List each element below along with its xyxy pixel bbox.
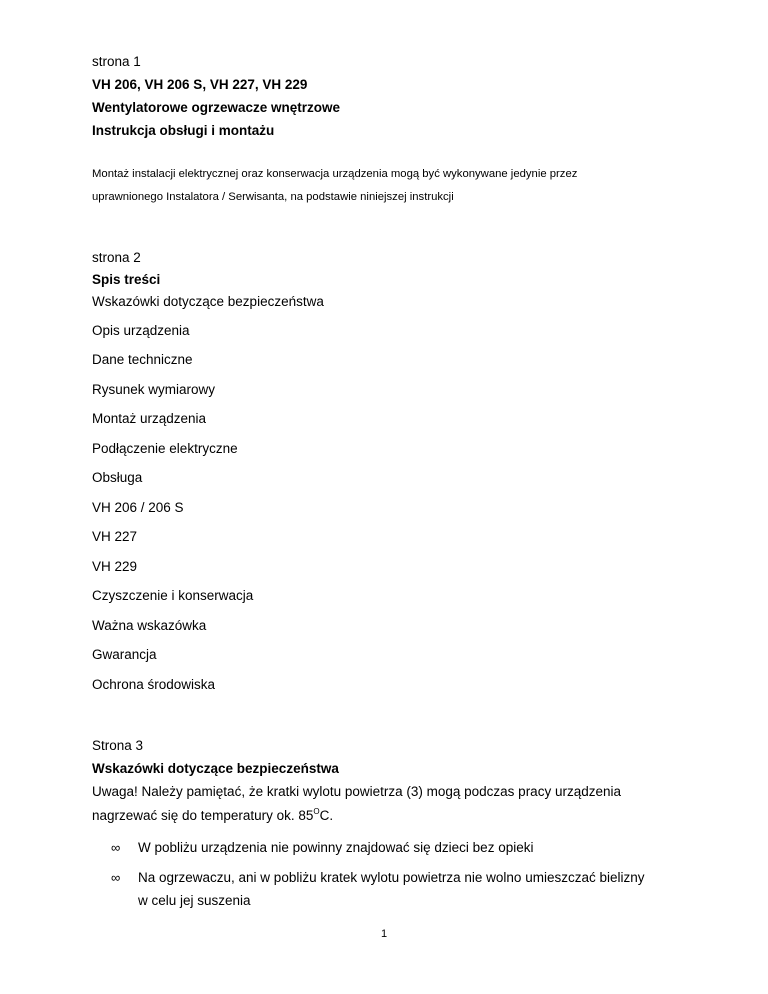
toc-item: Czyszczenie i konserwacja bbox=[92, 588, 254, 603]
toc-item: VH 227 bbox=[92, 529, 138, 544]
safety-heading: Wskazówki dotyczące bezpieczeństwa bbox=[92, 761, 339, 776]
page-label-2: strona 2 bbox=[92, 250, 141, 265]
toc-item: Rysunek wymiarowy bbox=[92, 382, 216, 397]
warning-line-2: nagrzewać się do temperatury ok. $85^OC$. bbox=[92, 807, 334, 823]
toc-heading: Spis treści bbox=[92, 272, 161, 287]
toc-item: Opis urządzenia bbox=[92, 323, 190, 338]
models-heading: VH 206, VH 206 S, VH 227, VH 229 bbox=[92, 77, 308, 92]
document-subtitle: Instrukcja obsługi i montażu bbox=[92, 123, 275, 138]
bullet-item-2-line-2: w celu jej suszenia bbox=[138, 893, 251, 908]
bullet-icon: ∞ bbox=[111, 840, 121, 855]
bullet-item-1: W pobliżu urządzenia nie powinny znajdować się dzieci bez opieki bbox=[138, 840, 534, 855]
toc-item: Wskazówki dotyczące bezpieczeństwa bbox=[92, 294, 324, 309]
bullet-icon: ∞ bbox=[111, 870, 121, 885]
page-number: 1 bbox=[380, 928, 388, 940]
installer-note-line-2: uprawnionego Instalatora / Serwisanta, na podstawie niniejszej instrukcji bbox=[92, 191, 454, 203]
toc-item: Ważna wskazówka bbox=[92, 618, 207, 633]
toc-item: Dane techniczne bbox=[92, 352, 193, 367]
document-title: Wentylatorowe ogrzewacze wnętrzowe bbox=[92, 100, 341, 115]
toc-item: Gwarancja bbox=[92, 647, 157, 662]
toc-item: VH 229 bbox=[92, 559, 138, 574]
installer-note-line-1: Montaż instalacji elektrycznej oraz konserwacja urządzenia mogą być wykonywane jedynie przez bbox=[92, 168, 578, 180]
warning-line-1: Uwaga! Należy pamiętać, że kratki wylotu powietrza (3) mogą podczas pracy urządzenia bbox=[92, 784, 621, 799]
page-label-3: Strona 3 bbox=[92, 738, 144, 753]
bullet-item-2-line-1: Na ogrzewaczu, ani w pobliżu kratek wylotu powietrza nie wolno umieszczać bielizny bbox=[138, 870, 645, 885]
toc-item: Montaż urządzenia bbox=[92, 411, 207, 426]
page-label-1: strona 1 bbox=[92, 54, 141, 69]
toc-item: VH 206 / 206 S bbox=[92, 500, 184, 515]
toc-item: Ochrona środowiska bbox=[92, 677, 216, 692]
toc-item: Podłączenie elektryczne bbox=[92, 441, 238, 456]
toc-item: Obsługa bbox=[92, 470, 143, 485]
